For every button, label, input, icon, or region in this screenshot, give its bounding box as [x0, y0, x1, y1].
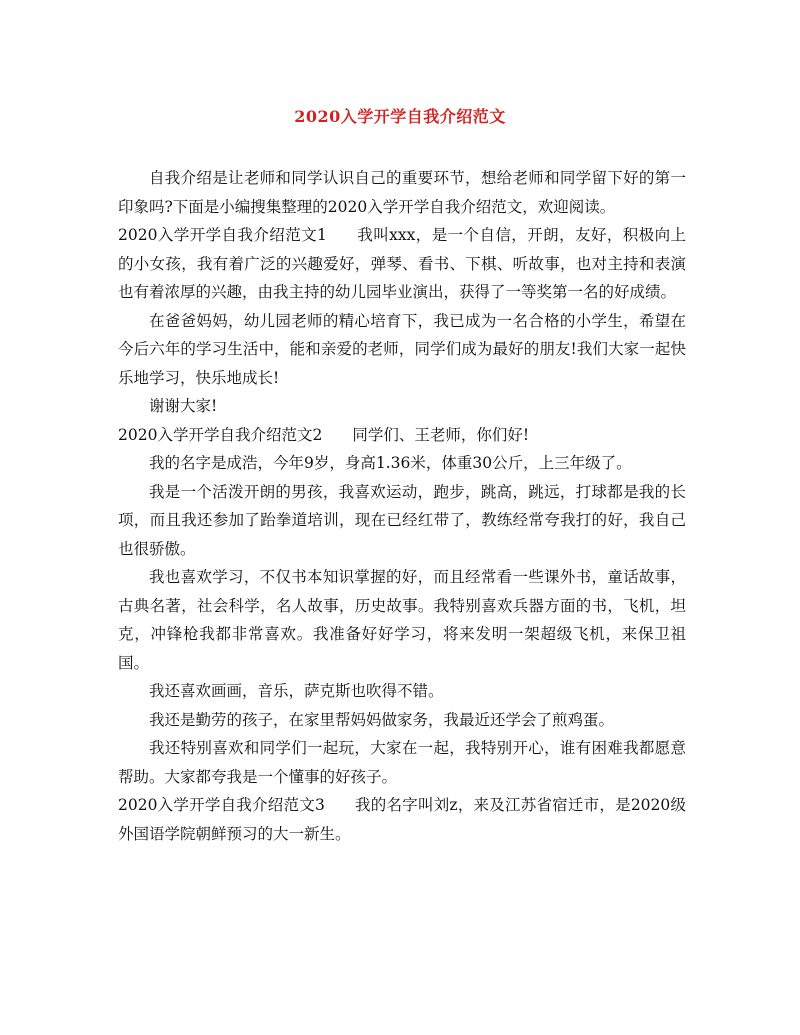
sample3-paragraph: [118, 791, 686, 848]
sample3-heading: 2020入学开学自我介绍范文3: [118, 796, 325, 814]
intro-paragraph: 自我介绍是让老师和同学认识自己的重要环节，想给老师和同学留下好的第一印象吗?下面是小编搜集整理的2020入学开学自我介绍范文，欢迎阅读。: [118, 169, 686, 216]
sample2-paragraph-5: 我还是勤劳的孩子，在家里帮妈妈做家务，我最近还学会了煎鸡蛋。: [149, 710, 615, 729]
sample2-paragraph: [118, 421, 686, 450]
sample1-paragraph: [118, 221, 686, 307]
document-title: 2020入学开学自我介绍范文: [294, 107, 506, 126]
sample2-lead: 同学们、王老师，你们好!: [352, 425, 530, 444]
document-body: [118, 164, 686, 848]
sample2-heading: 2020入学开学自我介绍范文2: [118, 425, 323, 444]
sample1-paragraph-2: 谢谢大家!: [149, 397, 218, 415]
sample1-paragraph-1: 在爸爸妈妈，幼儿园老师的精心培育下，我已成为一名合格的小学生，希望在今后六年的学习生活中，能和亲爱的老师，同学们成为最好的朋友!我们大家一起快乐地学习，快乐地成长!: [118, 311, 686, 387]
sample1-lead: 我叫xxx，是一个自信，开朗，友好，积极向上的小女孩，我有着广泛的兴趣爱好，弹琴、看书、下棋、听故事，也对主持和表演也有着浓厚的兴趣，由我主持的幼儿园毕业演出，获得了一等奖第一名的好成绩。: [118, 226, 686, 301]
sample3-lead: 我的名字叫刘z，来及江苏省宿迁市，是2020级外国语学院朝鲜预习的大一新生。: [118, 796, 686, 843]
sample2-paragraph-6: 我还特别喜欢和同学们一起玩，大家在一起，我特别开心，谁有困难我都愿意帮助。大家都夸我是一个懂事的好孩子。: [118, 739, 686, 786]
sample2-paragraph-1: 我的名字是成浩，今年9岁，身高1.36米，体重30公斤，上三年级了。: [149, 454, 632, 472]
sample1-heading: 2020入学开学自我介绍范文1: [118, 226, 327, 244]
sample2-paragraph-2: 我是一个活泼开朗的男孩，我喜欢运动，跑步，跳高，跳远，打球都是我的长项，而且我还参加了跆拳道培训，现在已经红带了，教练经常夸我打的好，我自己也很骄傲。: [118, 482, 686, 558]
sample2-paragraph-4: 我还喜欢画画，音乐，萨克斯也吹得不错。: [149, 682, 444, 700]
sample2-paragraph-3: 我也喜欢学习，不仅书本知识掌握的好，而且经常看一些课外书，童话故事，古典名著，社会科学，名人故事，历史故事。我特别喜欢兵器方面的书，飞机，坦克，冲锋枪我都非常喜欢。我准备好好学习，将来发明一架超级飞机，来保卫祖国。: [118, 568, 686, 672]
